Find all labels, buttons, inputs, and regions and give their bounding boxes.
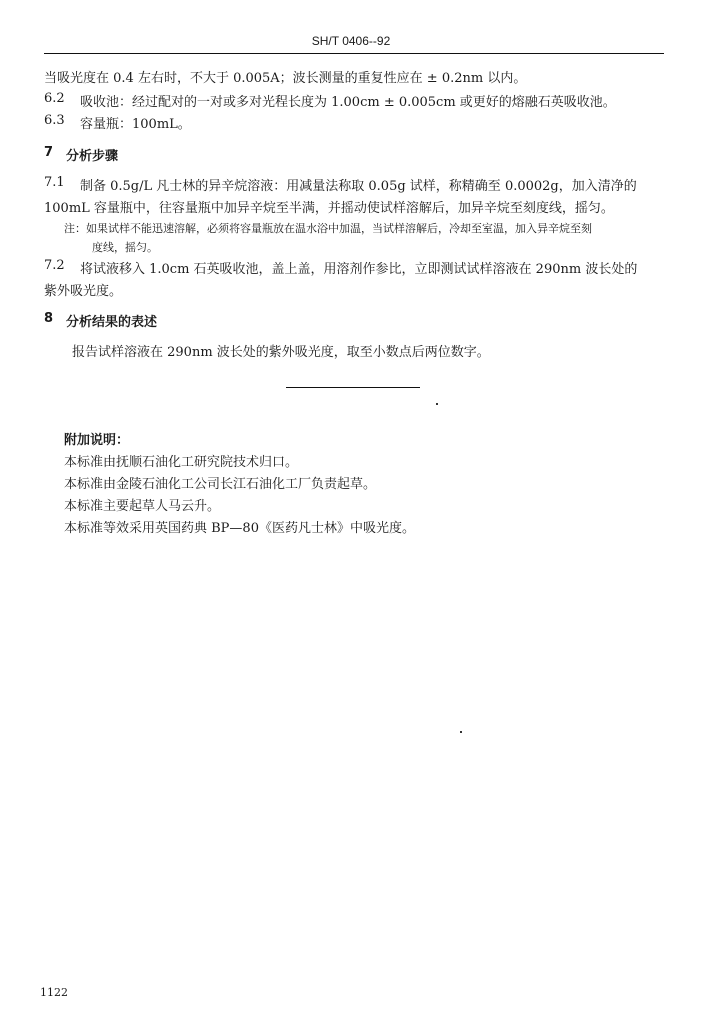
section-8-number: 8: [44, 311, 54, 326]
note-line2: 度线，摇匀。: [92, 241, 158, 254]
appendix-line: 本标准主要起草人马云升。: [64, 499, 221, 514]
appendix-line: 本标准由金陵石油化工公司长江石油化工厂负责起草。: [64, 477, 377, 492]
clause-7-2-text-line1: 将试液移入 1.0cm 石英吸收池，盖上盖，用溶剂作参比，立即测试试样溶液在 290nm 波长处的: [80, 262, 638, 277]
note-line1: 注：如果试样不能迅速溶解，必须将容量瓶放在温水浴中加温，当试样溶解后，冷却至室温，加入异辛烷至刻: [64, 222, 592, 235]
clause-7-1-text-line2: 100mL 容量瓶中，往容量瓶中加异辛烷至半满，并摇动使试样溶解后，加异辛烷至刻度线，摇匀。: [44, 201, 614, 216]
header-rule: [44, 53, 664, 54]
clause-7-2-number: 7.2: [44, 258, 65, 273]
standard-code-header: SH/T 0406--92: [311, 34, 391, 48]
continued-paragraph: 当吸光度在 0.4 左右时，不大于 0.005A；波长测量的重复性应在 ± 0.2nm 以内。: [44, 71, 527, 86]
clause-7-1-number: 7.1: [44, 175, 65, 190]
clause-7-1-text-line1: 制备 0.5g/L 凡士林的异辛烷溶液：用减量法称取 0.05g 试样，称精确至 0.0002g，加入清净的: [80, 179, 637, 194]
clause-7-2-text-line2: 紫外吸光度。: [44, 284, 123, 299]
page-number: 1122: [40, 986, 68, 999]
appendix-title: 附加说明：: [64, 433, 130, 448]
clause-6-3-text: 容量瓶：100mL。: [80, 117, 191, 132]
clause-6-3-number: 6.3: [44, 113, 65, 128]
section-8-text: 报告试样溶液在 290nm 波长处的紫外吸光度，取至小数点后两位数字。: [72, 345, 490, 360]
end-of-standard-rule: [286, 387, 420, 388]
section-8-title: 分析结果的表述: [66, 315, 158, 330]
scan-speck: [460, 731, 462, 733]
appendix-line: 本标准等效采用英国药典 BP—80《医药凡士林》中吸光度。: [64, 521, 415, 536]
appendix-line: 本标准由抚顺石油化工研究院技术归口。: [64, 455, 299, 470]
scan-speck: [436, 403, 438, 405]
clause-6-2-number: 6.2: [44, 91, 65, 106]
section-7-number: 7: [44, 145, 54, 160]
clause-6-2-text: 吸收池：经过配对的一对或多对光程长度为 1.00cm ± 0.005cm 或更好的熔融石英吸收池。: [80, 95, 616, 110]
section-7-title: 分析步骤: [66, 149, 119, 164]
